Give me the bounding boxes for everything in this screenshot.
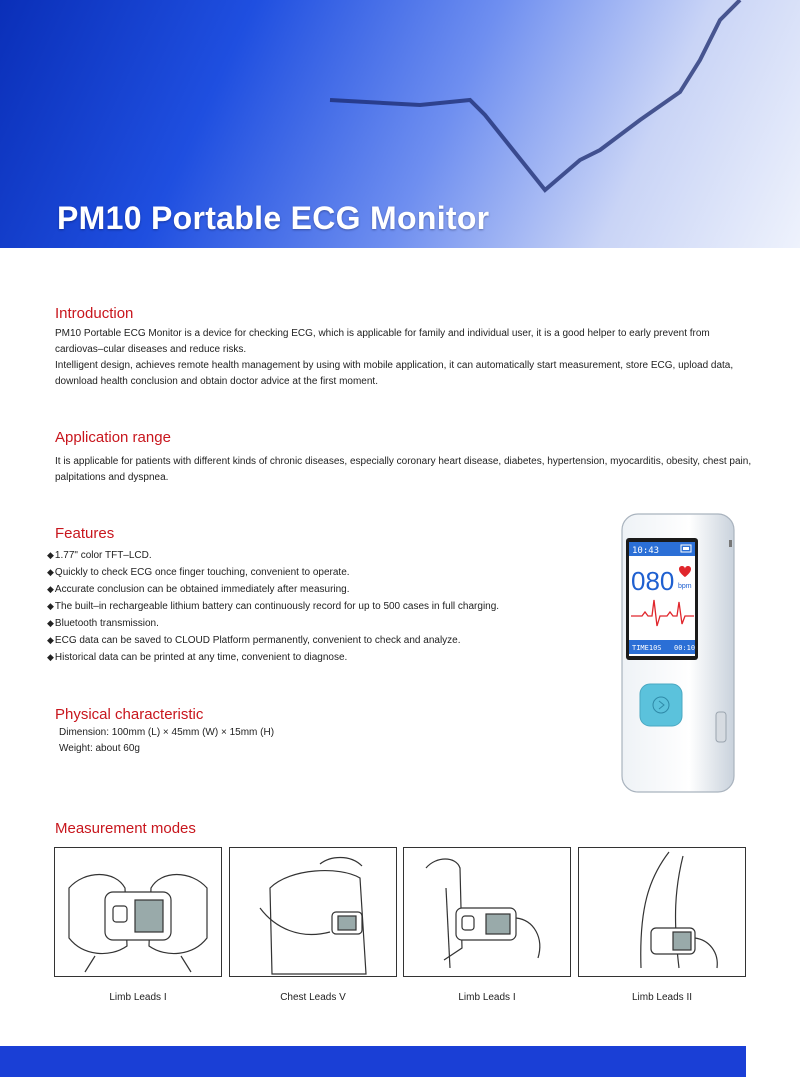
feature-item: ◆Historical data can be printed at any time, convenient to diagnose. <box>47 652 348 663</box>
page-title: PM10 Portable ECG Monitor <box>57 200 490 236</box>
weight-text: Weight: about 60g <box>59 743 140 754</box>
application-range-text: It is applicable for patients with different kinds of chronic diseases, especially coronary heart disease, diabetes, hypertension, myocarditis, obesity, chest pain, palpitations and dyspnea. <box>55 456 752 483</box>
features-list <box>47 547 567 666</box>
wrist-measurement-icon <box>404 848 570 976</box>
ecg-device-illustration <box>612 512 742 797</box>
mode-caption-4: Limb Leads II <box>631 992 693 1003</box>
application-range-heading: Application range <box>55 429 171 446</box>
device-button <box>640 684 682 726</box>
introduction-paragraph-2: Intelligent design, achieves remote health management by using with mobile application, it can automatically start measurement, store ECG, upload data, download health conclusion and obtain doctor advice at the first moment. <box>55 360 734 387</box>
device-time: 10:43 <box>632 546 660 556</box>
physical-text <box>59 725 274 757</box>
feature-item: ◆Bluetooth transmission. <box>47 618 159 629</box>
chest-measurement-icon <box>230 848 396 976</box>
mode-illustration-limb-leads-i <box>54 847 222 977</box>
diamond-bullet-icon: ◆ <box>47 601 54 611</box>
device-mode-label: TIME10S <box>632 644 662 652</box>
device-bpm-unit: bpm <box>678 583 692 590</box>
diamond-bullet-icon: ◆ <box>47 567 54 577</box>
device-countdown: 00:10 <box>674 644 696 652</box>
diamond-bullet-icon: ◆ <box>47 635 54 645</box>
physical-heading: Physical characteristic <box>55 706 204 723</box>
introduction-text <box>55 326 755 390</box>
footer-bar <box>0 1046 746 1077</box>
diamond-bullet-icon: ◆ <box>47 618 54 628</box>
header-banner <box>0 0 800 248</box>
device-heart-rate: 080 <box>631 566 675 596</box>
diamond-bullet-icon: ◆ <box>47 550 54 560</box>
measurement-heading: Measurement modes <box>55 820 196 837</box>
hands-holding-device-icon <box>55 848 221 976</box>
feature-item: ◆ECG data can be saved to CLOUD Platform permanently, convenient to check and analyze. <box>47 635 461 646</box>
mode-caption-1: Limb Leads I <box>109 992 167 1003</box>
leg-measurement-icon <box>579 848 745 976</box>
feature-item: ◆1.77" color TFT–LCD. <box>47 550 152 561</box>
feature-item: ◆The built–in rechargeable lithium battery can continuously record for up to 500 cases in full charging. <box>47 601 500 612</box>
diamond-bullet-icon: ◆ <box>47 652 54 662</box>
feature-item: ◆Accurate conclusion can be obtained immediately after measuring. <box>47 584 350 595</box>
features-heading: Features <box>55 525 115 542</box>
introduction-heading: Introduction <box>55 305 134 322</box>
mode-caption-2: Chest Leads V <box>280 992 346 1003</box>
diamond-bullet-icon: ◆ <box>47 584 54 594</box>
mode-illustration-chest-leads-v <box>229 847 397 977</box>
feature-item: ◆Quickly to check ECG once finger touching, convenient to operate. <box>47 567 350 578</box>
mode-illustration-limb-leads-ii <box>578 847 746 977</box>
mode-caption-3: Limb Leads I <box>458 992 516 1003</box>
mode-illustration-limb-leads-i-wrist <box>403 847 571 977</box>
dimension-text: Dimension: 100mm (L) × 45mm (W) × 15mm (H) <box>59 727 275 738</box>
introduction-paragraph-1: PM10 Portable ECG Monitor is a device for checking ECG, which is applicable for family and individual user, it is a good helper to early prevent from cardiovas–cular diseases and reduce risks. <box>55 328 710 355</box>
